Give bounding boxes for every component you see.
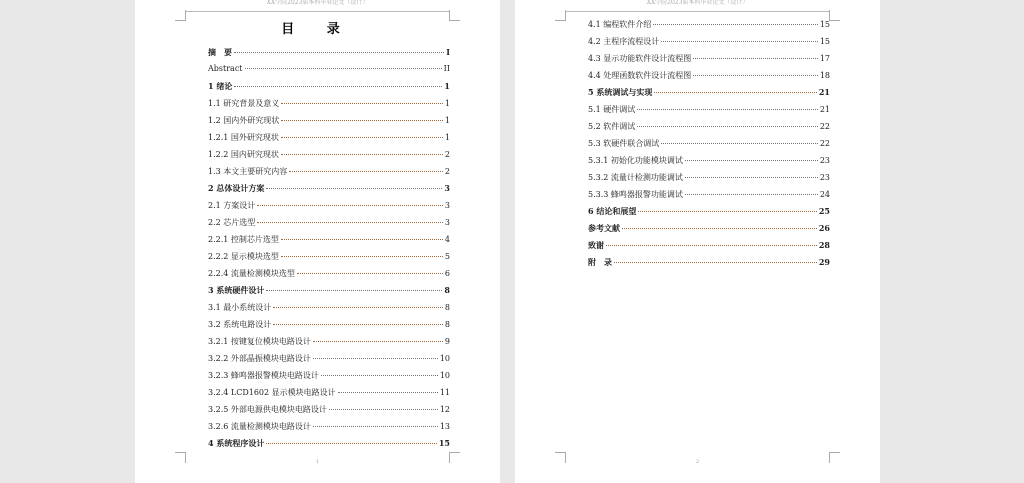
leader-dots [234, 52, 444, 53]
leader-dots [693, 75, 818, 76]
toc-entry-page: 22 [819, 139, 830, 148]
document-page-2 [515, 0, 880, 483]
toc-entry-title: 3.2.6 流量检测模块电路设计 [208, 422, 311, 431]
toc-title: 目 录 [281, 22, 354, 37]
toc-entry[interactable] [588, 70, 830, 87]
toc-entry[interactable] [208, 285, 450, 302]
toc-entry-page: 4 [444, 235, 450, 244]
leader-dots [266, 443, 437, 444]
page-number: 2 [695, 459, 700, 465]
toc-entry[interactable] [588, 87, 830, 104]
leader-dots [685, 194, 818, 195]
toc-entry-title: 3.2.5 外部电源供电模块电路设计 [208, 405, 327, 414]
toc-entry[interactable] [588, 138, 830, 155]
toc-entry[interactable] [208, 115, 450, 132]
toc-entry[interactable] [588, 189, 830, 206]
toc-entry[interactable] [588, 257, 830, 274]
toc-entry-page: 3 [444, 183, 450, 193]
toc-entry[interactable] [588, 121, 830, 138]
toc-entry-page: 25 [818, 206, 830, 216]
toc-entry-title: 3 系统硬件设计 [208, 285, 265, 295]
toc-entry-title: 5.1 硬件调试 [588, 105, 636, 114]
toc-entry-page: 1 [444, 81, 450, 91]
toc-entry-title: 6 结论和展望 [588, 206, 637, 216]
toc-entry[interactable] [208, 183, 450, 200]
toc-entry-page: 10 [439, 371, 450, 380]
toc-entry-title: 附 录 [588, 257, 612, 267]
leader-dots [266, 188, 442, 189]
toc-entry-page: 1 [444, 99, 450, 108]
toc-entry[interactable] [208, 234, 450, 251]
leader-dots [281, 154, 443, 155]
toc-entry[interactable] [208, 336, 450, 353]
leader-dots [321, 375, 438, 376]
toc-entry-page: 8 [444, 285, 450, 295]
toc-entry-title: 摘 要 [208, 47, 232, 57]
leader-dots [637, 126, 818, 127]
toc-entry-page: 23 [819, 173, 830, 182]
toc-entry-page: 22 [819, 122, 830, 131]
toc-entry-page: 15 [819, 37, 830, 46]
toc-list [588, 19, 830, 274]
leader-dots [653, 24, 818, 25]
toc-entry-page: 15 [819, 20, 830, 29]
toc-entry-page: I [446, 47, 450, 57]
leader-dots [273, 307, 443, 308]
page-number: 1 [315, 459, 320, 465]
toc-entry[interactable] [588, 172, 830, 189]
leader-dots [281, 239, 443, 240]
leader-dots [637, 109, 818, 110]
leader-dots [245, 68, 442, 69]
toc-entry[interactable] [208, 149, 450, 166]
leader-dots [313, 358, 438, 359]
toc-entry-page: 15 [438, 438, 450, 448]
page-header: XX学院2023届本科毕业论文（设计） [565, 0, 830, 12]
leader-dots [693, 58, 818, 59]
toc-entry-page: 21 [819, 105, 830, 114]
toc-entry-page: 1 [444, 116, 450, 125]
leader-dots [622, 228, 817, 229]
toc-entry-page: 17 [819, 54, 830, 63]
toc-entry-page: 6 [444, 269, 450, 278]
toc-entry-page: 18 [819, 71, 830, 80]
leader-dots [338, 392, 438, 393]
toc-entry-title: 2.1 方案设计 [208, 201, 256, 210]
toc-entry-page: 29 [818, 257, 830, 267]
leader-dots [313, 426, 438, 427]
leader-dots [234, 86, 442, 87]
toc-entry-title: 3.2.2 外部晶振模块电路设计 [208, 354, 311, 363]
toc-entry-title: 2 总体设计方案 [208, 183, 265, 193]
toc-entry[interactable] [208, 81, 450, 98]
toc-entry-page: 2 [444, 150, 450, 159]
toc-entry-title: Abstract [208, 64, 243, 73]
toc-entry-title: 1.2.2 国内研究现状 [208, 150, 279, 159]
toc-entry-title: 4.4 处理函数软件设计流程图 [588, 71, 692, 80]
toc-entry-title: 2.2.4 流量检测模块选型 [208, 269, 295, 278]
toc-entry[interactable] [208, 353, 450, 370]
toc-entry-title: 3.2.4 LCD1602 显示模块电路设计 [208, 388, 336, 397]
toc-entry-title: 4.1 编程软件介绍 [588, 20, 652, 29]
leader-dots [257, 205, 443, 206]
toc-entry-page: 24 [819, 190, 830, 199]
toc-entry-title: 1.3 本文主要研究内容 [208, 167, 288, 176]
toc-entry-page: 9 [444, 337, 450, 346]
leader-dots [661, 143, 818, 144]
toc-entry-title: 5 系统调试与实现 [588, 87, 653, 97]
toc-entry-page: 8 [444, 303, 450, 312]
toc-entry-title: 5.3.2 流量计检测功能调试 [588, 173, 683, 182]
leader-dots [281, 120, 443, 121]
toc-entry[interactable] [588, 223, 830, 240]
toc-entry-title: 5.3.3 蜂鸣器报警功能调试 [588, 190, 683, 199]
leader-dots [281, 137, 443, 138]
page-header: XX学院2023届本科毕业论文（设计） [185, 0, 450, 12]
leader-dots [281, 256, 443, 257]
leader-dots [281, 103, 443, 104]
toc-entry[interactable] [588, 19, 830, 36]
toc-entry[interactable] [208, 302, 450, 319]
leader-dots [273, 324, 443, 325]
toc-entry-title: 2.2 芯片选型 [208, 218, 256, 227]
toc-entry[interactable] [588, 53, 830, 70]
toc-entry-title: 2.2.2 显示模块选型 [208, 252, 279, 261]
toc-entry[interactable] [208, 438, 450, 455]
leader-dots [329, 409, 438, 410]
leader-dots [297, 273, 443, 274]
toc-entry[interactable] [208, 404, 450, 421]
leader-dots [638, 211, 817, 212]
toc-entry-title: 3.2 系统电路设计 [208, 320, 272, 329]
toc-entry-page: 21 [818, 87, 830, 97]
leader-dots [685, 177, 818, 178]
toc-entry[interactable] [588, 240, 830, 257]
toc-entry[interactable] [208, 98, 450, 115]
toc-entry-page: 28 [818, 240, 830, 250]
toc-entry[interactable] [208, 47, 450, 64]
toc-entry-title: 1.1 研究背景及意义 [208, 99, 280, 108]
toc-entry-title: 5.3 软硬件联合调试 [588, 139, 660, 148]
document-page-1 [135, 0, 500, 483]
toc-entry-title: 5.2 软件调试 [588, 122, 636, 131]
leader-dots [289, 171, 443, 172]
toc-entry-title: 致谢 [588, 240, 604, 250]
toc-entry-title: 5.3.1 初始化功能模块调试 [588, 156, 683, 165]
toc-entry[interactable] [208, 370, 450, 387]
toc-entry[interactable] [208, 319, 450, 336]
leader-dots [266, 290, 442, 291]
leader-dots [614, 262, 817, 263]
leader-dots [257, 222, 443, 223]
toc-entry[interactable] [208, 268, 450, 285]
toc-entry[interactable] [208, 132, 450, 149]
toc-entry-page: 12 [439, 405, 450, 414]
toc-entry-page: II [443, 64, 450, 73]
toc-entry[interactable] [588, 104, 830, 121]
toc-entry-page: 11 [439, 388, 450, 397]
toc-entry-page: 26 [818, 223, 830, 233]
toc-entry[interactable] [208, 251, 450, 268]
leader-dots [661, 41, 818, 42]
toc-entry-title: 4.3 显示功能软件设计流程图 [588, 54, 692, 63]
toc-entry-page: 2 [444, 167, 450, 176]
toc-entry[interactable] [208, 166, 450, 183]
leader-dots [606, 245, 817, 246]
toc-entry-title: 4 系统程序设计 [208, 438, 265, 448]
toc-entry-page: 3 [444, 201, 450, 210]
leader-dots [313, 341, 443, 342]
leader-dots [654, 92, 817, 93]
toc-entry-title: 1 绪论 [208, 81, 233, 91]
toc-entry-title: 3.2.3 蜂鸣器报警模块电路设计 [208, 371, 319, 380]
toc-entry[interactable] [208, 387, 450, 404]
toc-entry-page: 10 [439, 354, 450, 363]
toc-entry[interactable] [208, 200, 450, 217]
toc-entry-page: 3 [444, 218, 450, 227]
toc-entry-page: 23 [819, 156, 830, 165]
toc-entry[interactable] [588, 36, 830, 53]
toc-entry[interactable] [208, 421, 450, 438]
toc-entry-page: 13 [439, 422, 450, 431]
toc-entry-page: 1 [444, 133, 450, 142]
toc-entry-title: 1.2 国内外研究现状 [208, 116, 280, 125]
leader-dots [685, 160, 818, 161]
toc-list [208, 47, 450, 455]
toc-entry[interactable] [588, 206, 830, 223]
toc-entry-title: 1.2.1 国外研究现状 [208, 133, 279, 142]
toc-entry[interactable] [208, 64, 450, 81]
toc-entry-page: 5 [444, 252, 450, 261]
toc-entry-title: 4.2 主程序流程设计 [588, 37, 660, 46]
toc-entry-title: 3.2.1 按键复位模块电路设计 [208, 337, 311, 346]
toc-entry-page: 8 [444, 320, 450, 329]
toc-entry-title: 参考文献 [588, 223, 620, 233]
toc-entry[interactable] [588, 155, 830, 172]
toc-entry-title: 2.2.1 控制芯片选型 [208, 235, 279, 244]
toc-entry[interactable] [208, 217, 450, 234]
toc-entry-title: 3.1 最小系统设计 [208, 303, 272, 312]
